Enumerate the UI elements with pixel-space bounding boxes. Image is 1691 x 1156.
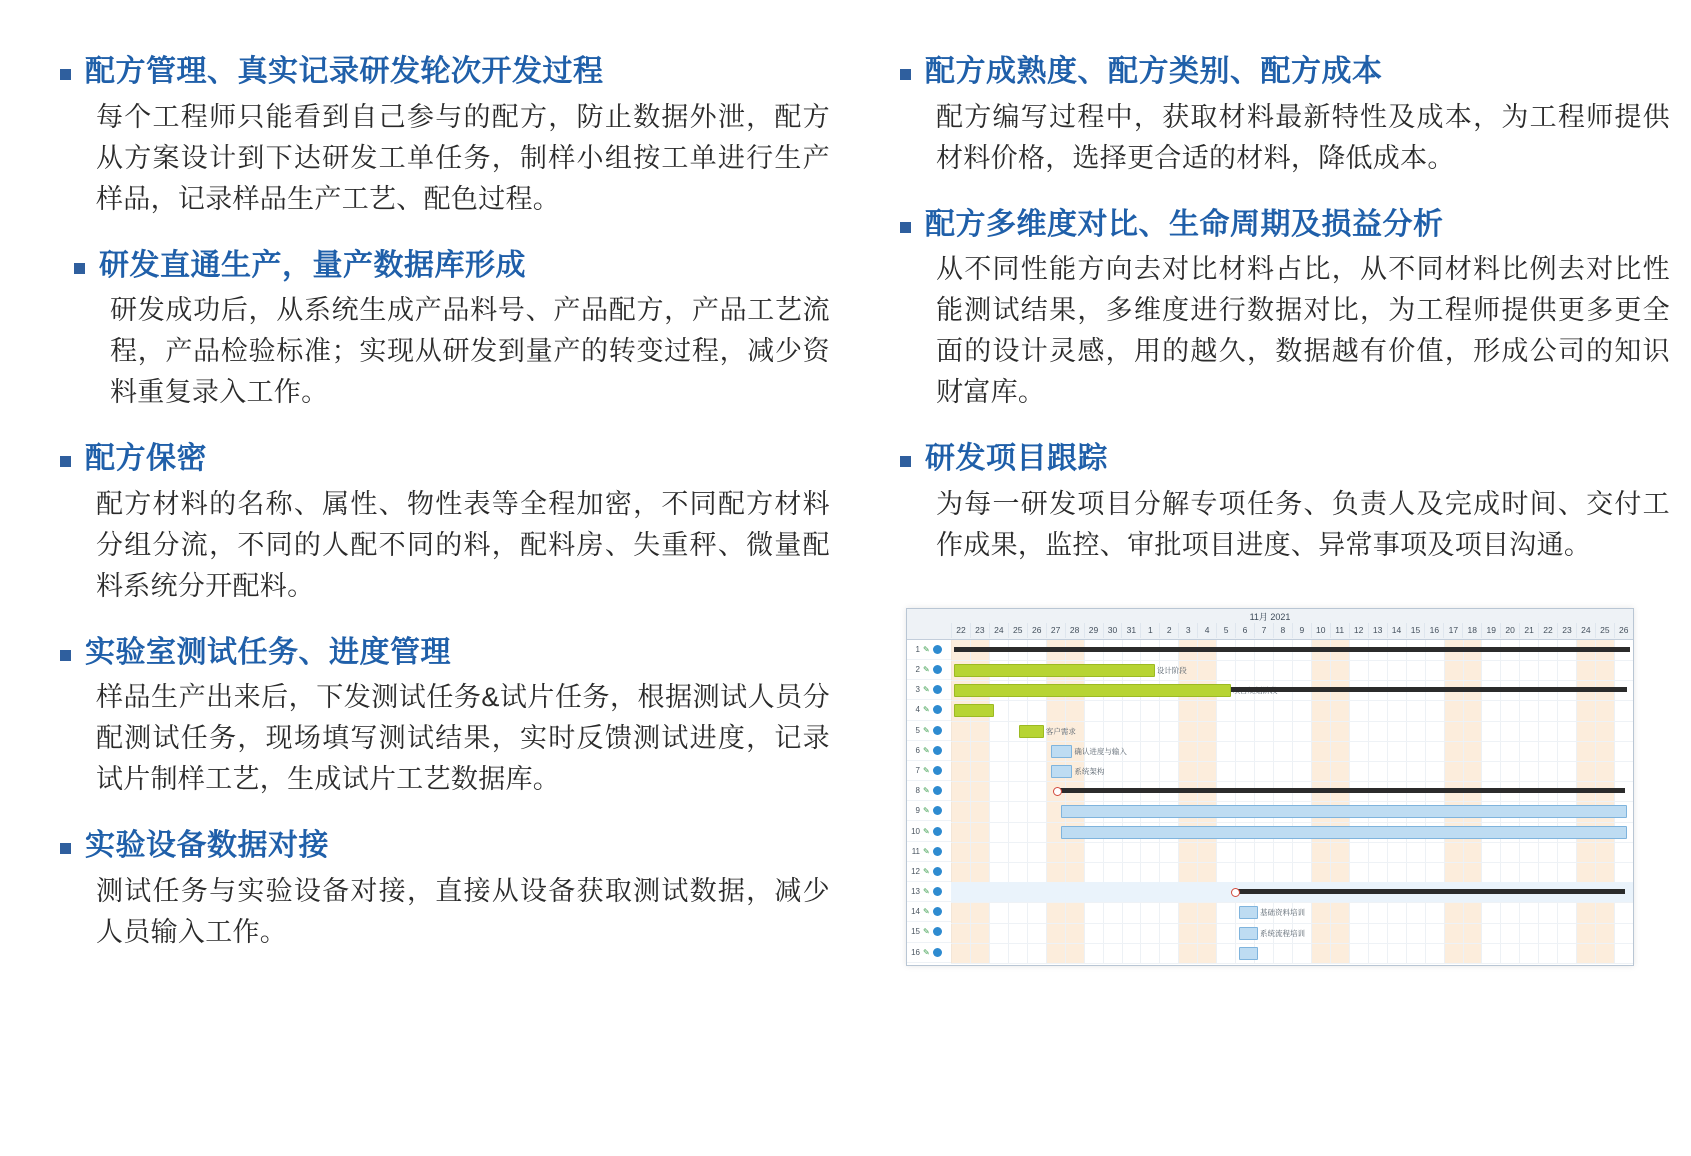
edit-pencil-icon[interactable]: ✎ [923,826,930,836]
gantt-header [907,609,1633,640]
edit-pencil-icon[interactable]: ✎ [923,786,930,796]
heading-row [60,246,830,287]
heading-row [60,52,830,93]
task-status-dot-icon [933,806,942,815]
gantt-row-header[interactable] [907,821,951,841]
feature-heading: 研发项目跟踪 [925,442,1108,476]
task-status-dot-icon [933,645,942,654]
task-status-dot-icon [933,907,942,916]
edit-pencil-icon[interactable]: ✎ [923,745,930,755]
heading-row [900,205,1670,246]
gantt-row-number: 11 [911,846,920,856]
gantt-task-bar[interactable] [1231,687,1627,692]
gantt-task-bar[interactable] [1235,889,1625,894]
gantt-day-cell: 4 [1197,623,1216,638]
gantt-row-header[interactable] [907,741,951,761]
gantt-task-label: 基础资料培训 [1260,908,1305,918]
task-status-dot-icon [933,786,942,795]
gantt-row-number: 4 [915,705,920,715]
gantt-day-cell: 24 [1576,623,1595,638]
edit-pencil-icon[interactable]: ✎ [923,665,930,675]
gantt-row-number: 13 [911,887,920,897]
feature-heading: 配方保密 [85,442,207,476]
square-bullet-icon [60,843,71,854]
edit-pencil-icon[interactable]: ✎ [923,765,930,775]
gantt-row-number: 9 [915,806,920,816]
feature-block-multidimensional-comparison [900,205,1670,414]
gantt-row-separator [951,761,1633,762]
feature-block-project-tracking [900,439,1670,566]
gantt-row-separator [951,842,1633,843]
left-column [60,52,830,953]
feature-block-lab-test-management [60,633,830,801]
feature-block-equipment-integration [60,826,830,953]
edit-pencil-icon[interactable]: ✎ [923,947,930,957]
feature-heading: 配方多维度对比、生命周期及损益分析 [925,207,1444,241]
gantt-day-scale [951,623,1633,638]
gantt-row-separator [951,781,1633,782]
gantt-row-header[interactable] [907,761,951,781]
gantt-day-cell: 8 [1273,623,1292,638]
gantt-task-label: 系统流程培训 [1260,928,1305,938]
gantt-row-header[interactable] [907,781,951,801]
two-column-layout [60,52,1670,966]
gantt-row-header[interactable] [907,862,951,882]
feature-heading: 研发直通生产，量产数据库形成 [99,248,526,282]
gantt-day-cell: 27 [1046,623,1065,638]
edit-pencil-icon[interactable]: ✎ [923,887,930,897]
gantt-row-separator [951,741,1633,742]
gantt-row-number: 10 [911,826,920,836]
gantt-day-cell: 21 [1519,623,1538,638]
gantt-row-header[interactable] [907,721,951,741]
gantt-day-cell: 26 [1027,623,1046,638]
edit-pencil-icon[interactable]: ✎ [923,644,930,654]
gantt-day-cell: 16 [1424,623,1443,638]
gantt-row-separator [951,963,1633,964]
feature-body: 从不同性能方向去对比材料占比，从不同材料比例去对比性能测试结果，多维度进行数据对比，为工程师提供更多更全面的设计灵感，用的越久，数据越有价值，形成公司的知识财富库。 [936,254,1670,408]
task-status-dot-icon [933,665,942,674]
gantt-task-bar[interactable] [1239,927,1258,940]
gantt-day-cell: 14 [1387,623,1406,638]
gantt-task-bar[interactable] [954,664,1155,677]
gantt-task-label: 设计阶段 [1156,665,1187,675]
gantt-row-number: 14 [911,907,920,917]
edit-pencil-icon[interactable]: ✎ [923,806,930,816]
task-status-dot-icon [933,685,942,694]
square-bullet-icon [60,69,71,80]
edit-pencil-icon[interactable]: ✎ [923,725,930,735]
gantt-day-cell: 15 [1406,623,1425,638]
task-status-dot-icon [933,948,942,957]
edit-pencil-icon[interactable]: ✎ [923,907,930,917]
feature-heading: 实验设备数据对接 [85,829,329,863]
gantt-day-cell: 1 [1140,623,1159,638]
gantt-row-header[interactable] [907,902,951,922]
task-status-dot-icon [933,887,942,896]
gantt-day-cell: 12 [1349,623,1368,638]
gantt-chart-screenshot [906,608,1634,966]
feature-block-recipe-maturity [900,52,1670,179]
edit-pencil-icon[interactable]: ✎ [923,685,930,695]
gantt-row-header[interactable] [907,943,951,963]
gantt-row-header[interactable] [907,660,951,680]
edit-pencil-icon[interactable]: ✎ [923,705,930,715]
task-status-dot-icon [933,867,942,876]
gantt-day-cell: 30 [1103,623,1122,638]
gantt-day-cell: 5 [1216,623,1235,638]
gantt-day-cell: 23 [970,623,989,638]
gantt-row-number: 8 [915,786,920,796]
task-status-dot-icon [933,705,942,714]
gantt-task-label: 客户需求 [1045,726,1076,736]
gantt-row-number: 7 [915,765,920,775]
feature-heading: 实验室测试任务、进度管理 [85,635,451,669]
gantt-row-header[interactable] [907,700,951,720]
gantt-day-cell: 6 [1235,623,1254,638]
gantt-row-number: 15 [911,927,920,937]
gantt-grid [951,640,1633,964]
gantt-day-cell: 28 [1065,623,1084,638]
gantt-day-cell: 9 [1292,623,1311,638]
gantt-day-cell: 20 [1500,623,1519,638]
gantt-task-bar[interactable] [1057,788,1625,793]
gantt-row-number: 6 [915,745,920,755]
feature-body: 每个工程师只能看到自己参与的配方，防止数据外泄，配方从方案设计到下达研发工单任务，制样小组按工单进行生产样品，记录样品生产工艺、配色过程。 [96,101,830,214]
gantt-row-number: 1 [915,644,920,654]
gantt-row-separator [951,721,1633,722]
gantt-task-bar[interactable] [954,704,994,717]
feature-block-recipe-management [60,52,830,220]
gantt-row-header[interactable] [907,842,951,862]
gantt-day-cell: 26 [1614,623,1633,638]
gantt-task-label: 系统架构 [1074,766,1105,776]
gantt-day-cell: 11 [1330,623,1349,638]
task-status-dot-icon [933,726,942,735]
gantt-row-number: 5 [915,725,920,735]
gantt-row-header[interactable] [907,882,951,902]
feature-body: 为每一研发项目分解专项任务、负责人及完成时间、交付工作成果，监控、审批项目进度、异常事项及项目沟通。 [936,488,1670,560]
gantt-task-bar[interactable] [954,647,1630,652]
gantt-row-separator [951,862,1633,863]
gantt-row-separator [951,700,1633,701]
feature-body: 样品生产出来后，下发测试任务&试片任务，根据测试人员分配测试任务，现场填写测试结果，实时反馈测试进度，记录试片制样工艺，生成试片工艺数据库。 [96,682,830,795]
gantt-day-cell: 19 [1481,623,1500,638]
gantt-month-label: 11月 2021 [1249,611,1291,622]
gantt-day-cell: 25 [1008,623,1027,638]
gantt-day-cell: 17 [1443,623,1462,638]
feature-body: 配方材料的名称、属性、物性表等全程加密，不同配方材料分组分流，不同的人配不同的料，配料房、失重秤、微量配料系统分开配料。 [96,488,830,601]
gantt-row-separator [951,680,1633,681]
gantt-row-headers [907,640,952,964]
heading-row [60,826,830,867]
gantt-task-label: 确认进度与输入 [1074,746,1127,756]
gantt-day-cell: 3 [1178,623,1197,638]
gantt-row-header[interactable] [907,801,951,821]
gantt-row-header[interactable] [907,640,951,660]
square-bullet-icon [74,263,85,274]
heading-row [60,633,830,674]
gantt-day-cell: 22 [1538,623,1557,638]
gantt-day-cell: 29 [1084,623,1103,638]
gantt-row-header[interactable] [907,922,951,942]
task-status-dot-icon [933,927,942,936]
gantt-row-number: 16 [911,947,920,957]
gantt-task-bar[interactable] [1239,947,1258,960]
edit-pencil-icon[interactable]: ✎ [923,927,930,937]
gantt-task-bar[interactable] [1239,906,1258,919]
gantt-day-cell: 2 [1159,623,1178,638]
gantt-day-cell: 10 [1311,623,1330,638]
feature-body: 研发成功后，从系统生成产品料号、产品配方，产品工艺流程，产品检验标准；实现从研发到量产的转变过程，减少资料重复录入工作。 [110,295,830,408]
gantt-task-bar[interactable] [954,684,1231,697]
feature-heading: 配方成熟度、配方类别、配方成本 [925,55,1383,88]
edit-pencil-icon[interactable]: ✎ [923,866,930,876]
gantt-row-header[interactable] [907,680,951,700]
gantt-day-cell: 31 [1121,623,1140,638]
gantt-row-separator [951,801,1633,802]
gantt-day-cell: 23 [1557,623,1576,638]
task-status-dot-icon [933,746,942,755]
task-status-dot-icon [933,827,942,836]
square-bullet-icon [900,456,911,467]
feature-block-rd-to-production [60,246,830,414]
square-bullet-icon [900,222,911,233]
gantt-row-number: 12 [911,866,920,876]
gantt-row-separator [951,923,1633,924]
heading-row [60,439,830,480]
square-bullet-icon [60,456,71,467]
gantt-row-number: 2 [915,665,920,675]
feature-body: 测试任务与实验设备对接，直接从设备获取测试数据，减少人员输入工作。 [96,875,830,947]
gantt-row-separator [951,902,1633,903]
edit-pencil-icon[interactable]: ✎ [923,846,930,856]
heading-row [900,52,1670,93]
gantt-day-cell: 22 [951,623,970,638]
square-bullet-icon [900,69,911,80]
gantt-task-bar[interactable] [1061,826,1628,839]
feature-heading: 配方管理、真实记录研发轮次开发过程 [85,55,604,88]
gantt-day-cell: 18 [1462,623,1481,638]
gantt-body [907,640,1633,964]
gantt-task-bar[interactable] [1061,805,1628,818]
gantt-task-bar[interactable] [1019,725,1044,738]
right-column [900,52,1670,966]
task-status-dot-icon [933,766,942,775]
heading-row [900,439,1670,480]
gantt-task-bar[interactable] [1051,765,1072,778]
feature-block-recipe-confidentiality [60,439,830,607]
gantt-day-cell: 25 [1595,623,1614,638]
gantt-day-cell: 7 [1254,623,1273,638]
gantt-task-bar[interactable] [1051,745,1072,758]
square-bullet-icon [60,650,71,661]
gantt-day-cell: 24 [989,623,1008,638]
task-status-dot-icon [933,847,942,856]
gantt-day-cell: 13 [1368,623,1387,638]
gantt-row-number: 3 [915,685,920,695]
gantt-row-separator [951,660,1633,661]
gantt-row-separator [951,943,1633,944]
feature-body: 配方编写过程中，获取材料最新特性及成本，为工程师提供材料价格，选择更合适的材料，降低成本。 [936,101,1670,173]
gantt-row-separator [951,822,1633,823]
